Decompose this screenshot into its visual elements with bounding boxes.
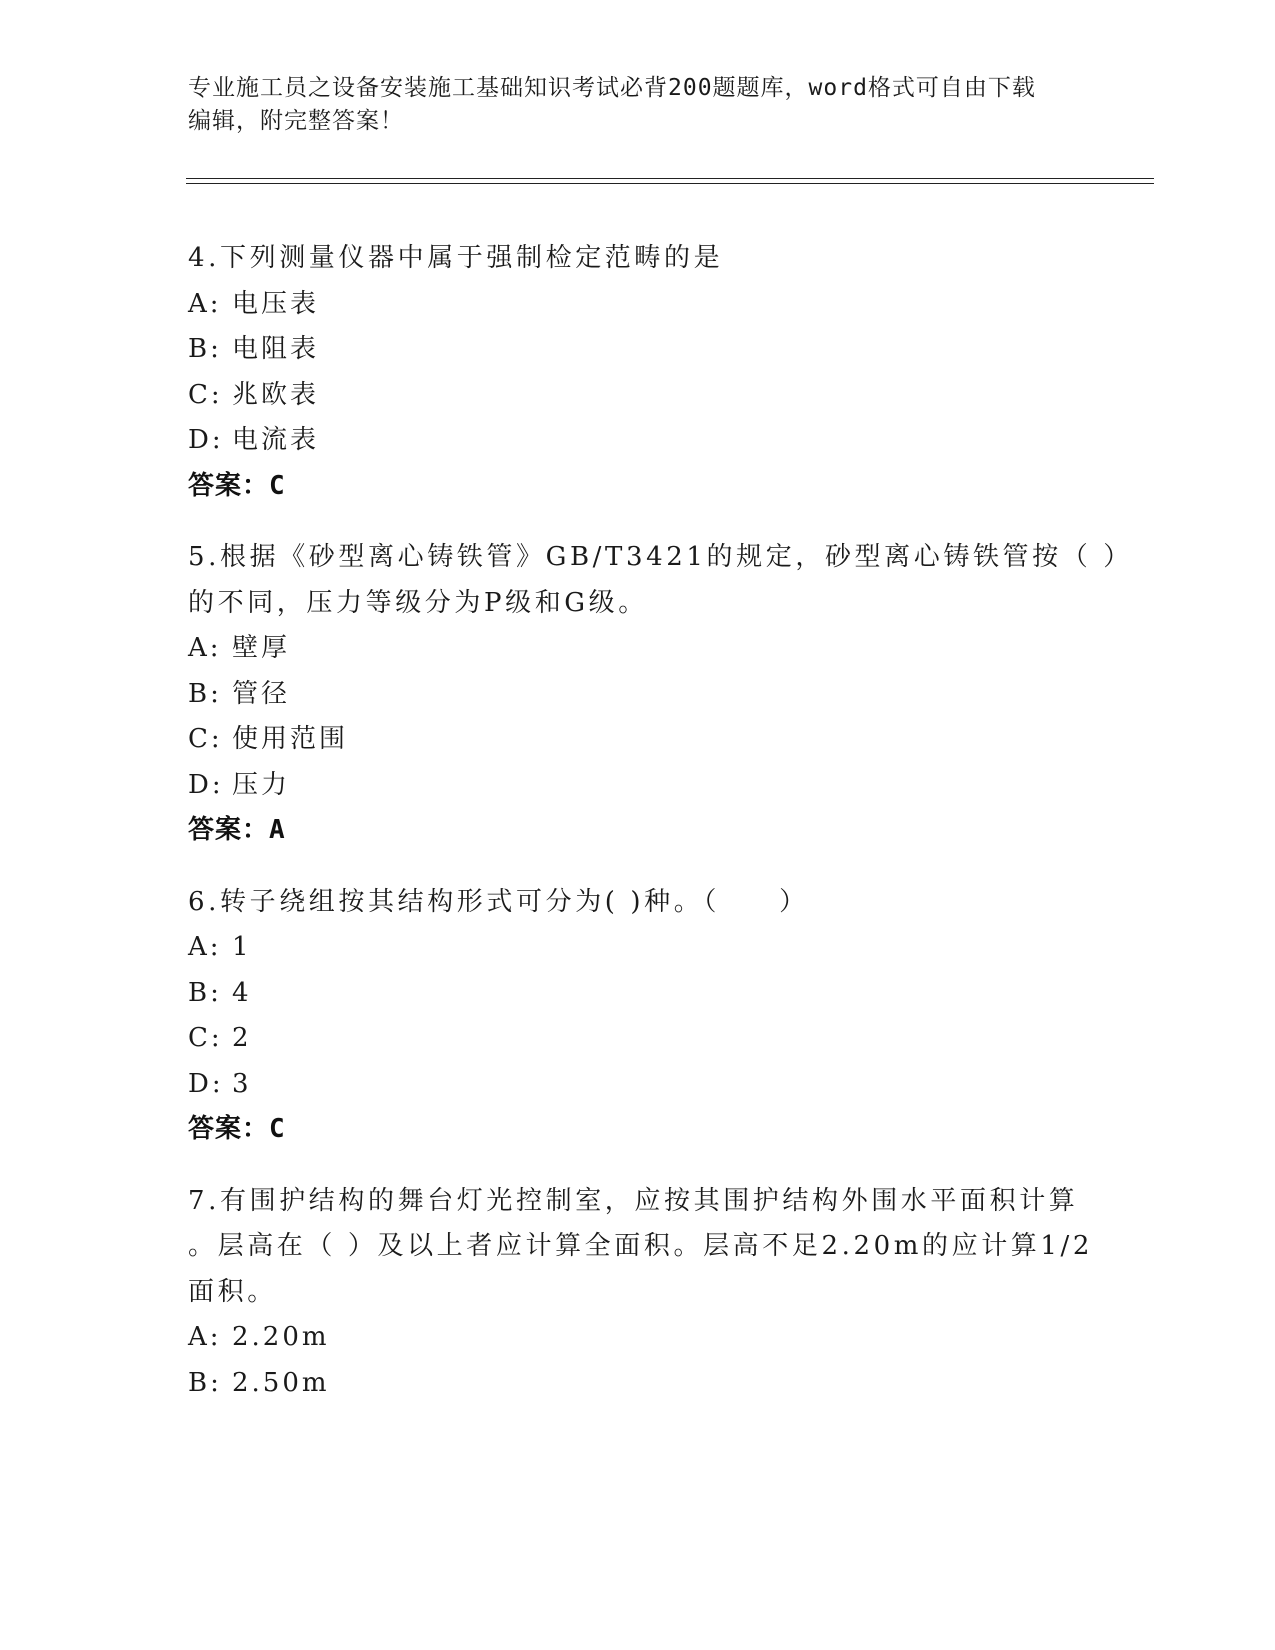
option-b <box>188 971 1088 1017</box>
option-key: C: <box>188 724 223 754</box>
option-key: A: <box>188 288 222 319</box>
option-text: 使用范围 <box>232 724 349 754</box>
question-stem <box>188 1179 1094 1316</box>
option-key: B: <box>188 678 222 709</box>
header-line-2: 编辑，附完整答案！ <box>188 108 404 134</box>
option-a <box>188 1315 1088 1361</box>
stem-line: 面积。 <box>188 1276 277 1307</box>
option-key: D: <box>188 1068 224 1099</box>
option-text: 1 <box>232 932 252 962</box>
option-key: A: <box>188 1322 222 1352</box>
header-line-1: 专业施工员之设备安装施工基础知识考试必背200题题库，word格式可自由下载 <box>188 75 1036 101</box>
question-list <box>188 236 1133 1432</box>
option-key: A: <box>188 633 222 663</box>
answer-line: 答案：C <box>188 1114 286 1144</box>
option-text: 4 <box>232 977 252 1008</box>
option-c <box>188 1016 1088 1062</box>
answer-line: 答案：A <box>188 815 286 845</box>
option-c <box>188 373 1088 419</box>
option-b <box>188 1361 1088 1407</box>
option-b <box>188 672 1088 718</box>
option-key: C: <box>188 379 223 410</box>
option-text: 管径 <box>232 678 291 709</box>
answer-line: 答案：C <box>188 470 286 501</box>
option-text: 压力 <box>232 769 291 800</box>
stem-line: 4.下列测量仪器中属于强制检定范畴的是 <box>188 243 724 273</box>
option-key: D: <box>188 769 224 800</box>
question-stem <box>188 880 1088 926</box>
question-4 <box>188 236 1088 509</box>
option-key: C: <box>188 1023 223 1053</box>
option-text: 兆欧表 <box>232 379 320 410</box>
option-text: 2 <box>232 1023 252 1053</box>
option-text: 2.20m <box>232 1322 330 1352</box>
document-header <box>188 72 1068 138</box>
option-d <box>188 1062 1088 1108</box>
question-7 <box>188 1179 1094 1407</box>
option-key: A: <box>188 932 222 962</box>
option-b <box>188 327 1088 373</box>
option-text: 3 <box>232 1068 252 1099</box>
option-a <box>188 282 1088 328</box>
option-key: B: <box>188 1367 222 1398</box>
option-key: B: <box>188 334 222 364</box>
question-6 <box>188 880 1088 1153</box>
option-text: 电流表 <box>232 425 320 455</box>
header-divider-top <box>186 178 1154 179</box>
question-stem <box>188 236 1088 282</box>
option-d <box>188 763 1088 809</box>
option-d <box>188 418 1088 464</box>
option-a <box>188 925 1088 971</box>
option-a <box>188 626 1088 672</box>
question-stem <box>188 535 1133 626</box>
header-divider-bottom <box>186 183 1154 184</box>
option-c <box>188 717 1088 763</box>
option-text: 电压表 <box>232 288 320 319</box>
option-text: 壁厚 <box>232 633 291 663</box>
option-key: D: <box>188 425 224 455</box>
stem-line: 7.有围护结构的舞台灯光控制室，应按其围护结构外围水平面积计算 <box>188 1185 1079 1216</box>
stem-line: 的不同，压力等级分为P级和G级。 <box>188 587 648 618</box>
question-5 <box>188 535 1133 854</box>
stem-line: 5.根据《砂型离心铸铁管》GB/T3421的规定，砂型离心铸铁管按（ ） <box>188 542 1133 572</box>
stem-line: 。层高在（ ）及以上者应计算全面积。层高不足2.20m的应计算1/2 <box>188 1231 1094 1261</box>
option-key: B: <box>188 977 222 1008</box>
option-text: 电阻表 <box>232 334 320 364</box>
stem-line: 6.转子绕组按其结构形式可分为( )种。（ ） <box>188 886 809 917</box>
option-text: 2.50m <box>232 1367 330 1398</box>
